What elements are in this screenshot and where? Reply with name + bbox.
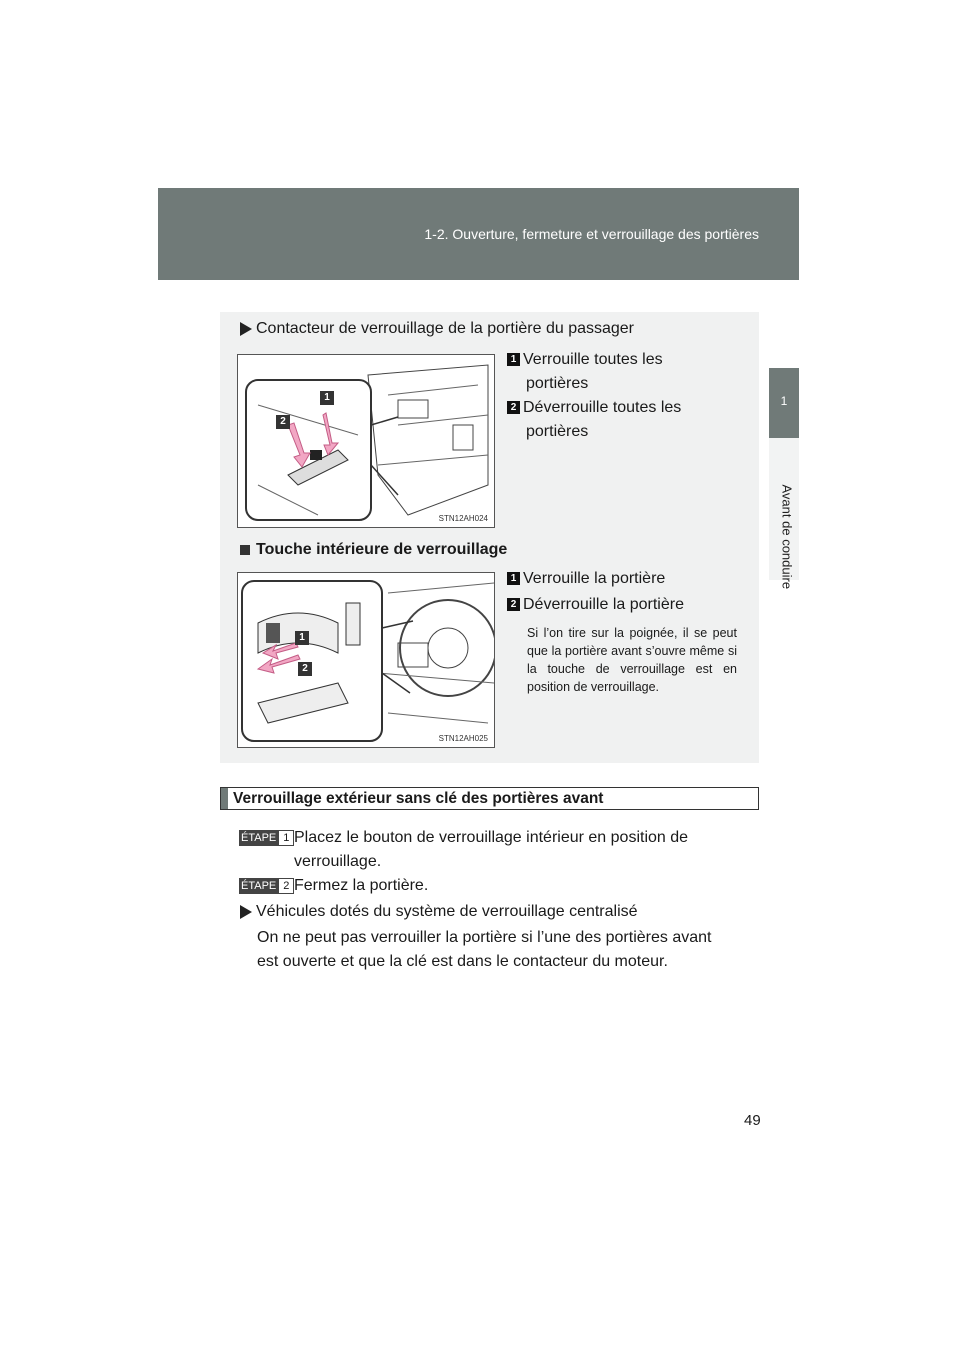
item-text-cont: portières <box>526 423 589 440</box>
figure2-code: STN12AH025 <box>438 734 488 743</box>
item-number: 1 <box>507 572 520 585</box>
figure2-badge-2: 2 <box>298 662 312 676</box>
section-heading-bar <box>221 788 228 809</box>
figure2-badge-1: 1 <box>295 631 309 645</box>
step-number: 2 <box>278 878 294 894</box>
section-paragraph <box>257 926 757 974</box>
arrow-icon <box>240 322 252 336</box>
item-text: Déverrouille la portière <box>523 596 684 613</box>
list-item <box>507 348 737 396</box>
figure-passenger-switch <box>237 354 495 528</box>
item-text: Déverrouille toutes les <box>523 399 682 416</box>
panel-heading-text: Contacteur de verrouillage de la portière du passager <box>256 320 635 337</box>
list-item <box>507 567 665 591</box>
step-number: 1 <box>278 830 294 846</box>
section-heading <box>220 787 759 810</box>
step1-text <box>294 826 756 874</box>
side-tab-number: 1 <box>780 394 788 408</box>
square-bullet-icon <box>240 545 250 555</box>
item-text: Verrouille la portière <box>523 570 666 587</box>
paragraph-line-b: est ouverte et que la clé est dans le contacteur du moteur. <box>257 953 668 970</box>
step-label: ÉTAPE <box>241 832 277 844</box>
figure-interior-lock <box>237 572 495 748</box>
arrow-icon <box>240 905 252 919</box>
list-item <box>507 593 684 617</box>
step-badge-1 <box>239 830 294 846</box>
passenger-switch-illustration <box>238 355 494 527</box>
step-label: ÉTAPE <box>241 880 277 892</box>
figure1-code: STN12AH024 <box>438 514 488 523</box>
chapter-title: 1-2. Ouverture, fermeture et verrouillage des portières <box>424 226 759 242</box>
step1-line-b: verrouillage. <box>294 853 382 870</box>
list-item <box>507 396 737 444</box>
page-number: 49 <box>744 1112 761 1129</box>
step1-line-a: Placez le bouton de verrouillage intérieur en position de <box>294 829 689 846</box>
figure1-badge-1: 1 <box>320 391 334 405</box>
item-number: 2 <box>507 401 520 414</box>
step2-text: Fermez la portière. <box>294 877 429 894</box>
item-text-cont: portières <box>526 375 589 392</box>
paragraph-line-a: On ne peut pas verrouiller la portière si l’une des portières avant <box>257 929 712 946</box>
sub-heading <box>240 900 638 924</box>
note-text: Si l’on tire sur la poignée, il se peut que la portière avant s’ouvre même si la touche de verrouillage est en position de verrouillage. <box>527 626 737 694</box>
header-bar <box>158 188 799 280</box>
sub-heading-text: Véhicules dotés du système de verrouillage centralisé <box>256 903 638 920</box>
interior-lock-illustration <box>238 573 494 747</box>
item-number: 1 <box>507 353 520 366</box>
item-number: 2 <box>507 598 520 611</box>
item-text: Verrouille toutes les <box>523 351 663 368</box>
step-badge-2 <box>239 878 294 894</box>
section-heading-text: Verrouillage extérieur sans clé des portières avant <box>233 790 604 807</box>
side-tab-label: Avant de conduire <box>779 484 795 590</box>
panel-heading <box>240 320 634 338</box>
side-tab <box>769 368 799 438</box>
panel-subheading <box>240 538 507 562</box>
figure1-badge-2: 2 <box>276 415 290 429</box>
panel-subheading-text: Touche intérieure de verrouillage <box>256 541 508 558</box>
